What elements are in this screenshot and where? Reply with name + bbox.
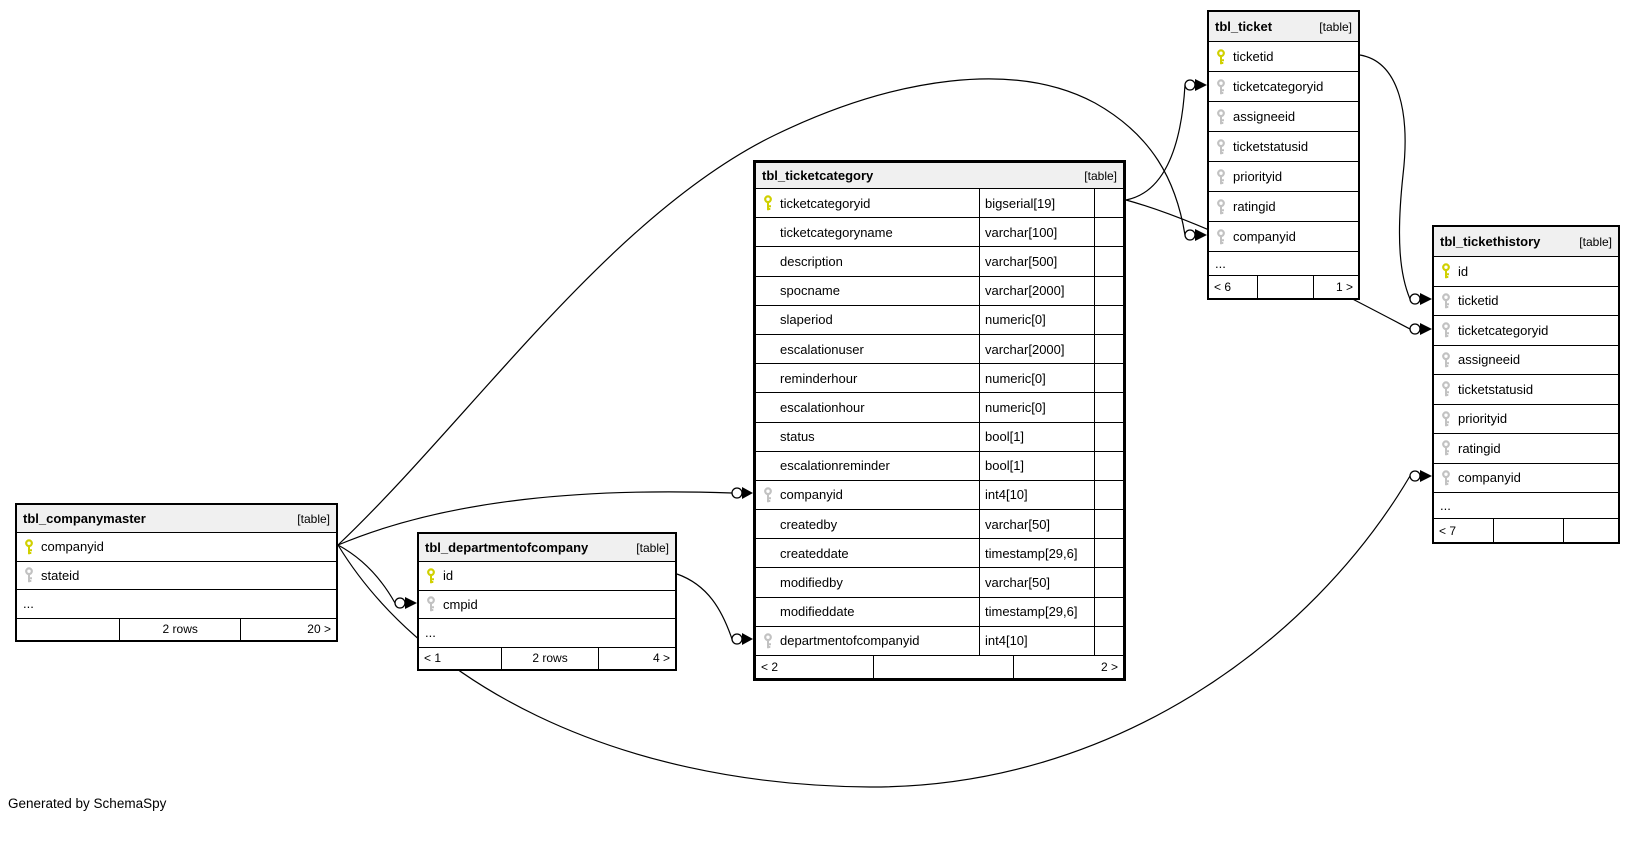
column-type: bigserial[19] (979, 189, 1094, 217)
fk-connector-ticketcategory-companyid (732, 487, 753, 499)
table-tbl-tickethistory[interactable] (1432, 225, 1620, 544)
primary-key-icon (1215, 49, 1227, 65)
table-tbl-ticketcategory[interactable] (753, 160, 1126, 681)
column-type: int4[10] (979, 481, 1094, 509)
spare-cell (1094, 627, 1123, 655)
column-name: status (780, 429, 815, 445)
table-name: tbl_tickethistory (1440, 234, 1541, 249)
spare-cell (1094, 393, 1123, 421)
column-row (1434, 257, 1618, 287)
column-type: bool[1] (979, 423, 1094, 451)
table-name: tbl_departmentofcompany (425, 540, 589, 555)
column-row (1434, 287, 1618, 317)
footer-cell: < 2 (761, 660, 779, 674)
footer-row-count: 2 rows (119, 619, 240, 640)
foreign-key-icon (762, 633, 774, 649)
footer-cell: < 7 (1439, 523, 1457, 538)
column-row (1209, 102, 1358, 132)
column-row (756, 218, 1123, 247)
generator-note: Generated by SchemaSpy (8, 796, 167, 811)
column-type: timestamp[29,6] (979, 598, 1094, 626)
column-name: createdby (780, 516, 838, 532)
foreign-key-icon (1215, 199, 1227, 215)
column-row (756, 627, 1123, 656)
spare-cell (1094, 189, 1123, 217)
column-row (1209, 42, 1358, 72)
primary-key-icon (762, 195, 774, 211)
table-footer (1434, 519, 1618, 542)
column-row (756, 539, 1123, 568)
relationship-line-departmentofcompany-to-ticketcategory-departmentofcompanyid (677, 574, 732, 639)
footer-cell (873, 656, 1012, 678)
column-row (756, 364, 1123, 393)
footer-cell: 1 > (1313, 276, 1358, 298)
footer-cell: 4 > (598, 648, 675, 669)
primary-key-icon (23, 539, 35, 555)
footer-cell (1257, 276, 1314, 298)
column-row (1209, 162, 1358, 192)
foreign-key-icon (1440, 470, 1452, 486)
fk-connector-ticket-ticketcategoryid (1185, 79, 1207, 91)
footer-cell (1493, 519, 1563, 542)
table-tbl-companymaster[interactable] (15, 503, 338, 642)
table-tbl-ticket[interactable] (1207, 10, 1360, 300)
fk-connector-tickethistory-companyid (1410, 470, 1432, 482)
column-row (756, 335, 1123, 364)
table-type-badge: [table] (297, 511, 330, 526)
column-row (756, 481, 1123, 510)
spare-cell (1094, 247, 1123, 275)
column-type: varchar[50] (979, 568, 1094, 596)
fk-connector-ticket-companyid (1185, 229, 1207, 241)
column-name: escalationuser (780, 341, 864, 357)
table-footer (756, 656, 1123, 678)
relationship-line-ticketcategory-to-ticket-ticketcategoryid (1126, 85, 1185, 200)
column-row (1209, 192, 1358, 222)
column-type: numeric[0] (979, 306, 1094, 334)
column-name: ticketid (1458, 293, 1499, 309)
foreign-key-icon (1440, 411, 1452, 427)
column-row (1434, 375, 1618, 405)
table-header[interactable] (756, 163, 1123, 189)
foreign-key-icon (425, 596, 437, 612)
column-row (756, 277, 1123, 306)
spare-cell (1094, 481, 1123, 509)
column-type: numeric[0] (979, 364, 1094, 392)
column-type: numeric[0] (979, 393, 1094, 421)
column-name: companyid (1458, 470, 1521, 486)
column-name: modifieddate (780, 604, 855, 620)
column-name: companyid (780, 487, 843, 503)
table-header[interactable] (419, 534, 675, 562)
footer-row-count: 2 rows (501, 648, 598, 669)
column-row (756, 189, 1123, 218)
column-type: varchar[2000] (979, 335, 1094, 363)
column-name: companyid (41, 539, 104, 555)
footer-cell (1563, 519, 1618, 542)
column-name: ticketid (1233, 49, 1274, 64)
column-name: escalationhour (780, 399, 865, 415)
column-row (756, 568, 1123, 597)
primary-key-icon (425, 568, 437, 584)
table-footer (1209, 276, 1358, 298)
foreign-key-icon (762, 487, 774, 503)
spare-cell (1094, 364, 1123, 392)
column-row (17, 533, 336, 562)
foreign-key-icon (1440, 293, 1452, 309)
spare-cell (1094, 335, 1123, 363)
column-name: assigneeid (1458, 352, 1521, 368)
fk-connector-tickethistory-ticketcategoryid (1410, 323, 1432, 335)
foreign-key-icon (1215, 169, 1227, 185)
column-row (1209, 72, 1358, 102)
column-name: priorityid (1458, 411, 1508, 427)
columns-ellipsis: ... (1209, 252, 1358, 276)
spare-cell (1094, 568, 1123, 596)
column-name: slaperiod (780, 312, 833, 328)
column-name: ticketcategoryid (1458, 322, 1549, 338)
relationship-line-companymaster-to-departmentofcompany-cmpid (338, 545, 395, 603)
foreign-key-icon (1440, 381, 1452, 397)
column-name: ticketcategoryname (780, 224, 893, 240)
column-name: priorityid (1233, 169, 1283, 184)
column-name: ticketcategoryid (780, 195, 871, 211)
column-name: description (780, 253, 843, 269)
columns-ellipsis: ... (419, 619, 675, 648)
column-name: ticketstatusid (1233, 139, 1309, 154)
footer-cell: < 6 (1214, 280, 1232, 294)
column-name: ticketstatusid (1458, 381, 1534, 397)
column-row (1434, 346, 1618, 376)
footer-cell (17, 619, 119, 640)
spare-cell (1094, 539, 1123, 567)
column-row (756, 423, 1123, 452)
column-row (1434, 434, 1618, 464)
primary-key-icon (1440, 263, 1452, 279)
column-type: int4[10] (979, 627, 1094, 655)
table-name: tbl_ticket (1215, 19, 1273, 34)
column-name: ratingid (1458, 440, 1501, 456)
column-name: assigneeid (1233, 109, 1296, 124)
column-row (17, 562, 336, 591)
spare-cell (1094, 510, 1123, 538)
column-type: timestamp[29,6] (979, 539, 1094, 567)
spare-cell (1094, 452, 1123, 480)
foreign-key-icon (1215, 139, 1227, 155)
foreign-key-icon (1215, 79, 1227, 95)
table-header[interactable] (1209, 12, 1358, 42)
spare-cell (1094, 598, 1123, 626)
spare-cell (1094, 218, 1123, 246)
table-name: tbl_ticketcategory (762, 168, 874, 183)
spare-cell (1094, 423, 1123, 451)
column-row (1209, 132, 1358, 162)
column-name: modifiedby (780, 575, 843, 591)
columns-ellipsis: ... (17, 590, 336, 619)
fk-connector-ticketcategory-departmentofcompanyid (732, 633, 753, 645)
column-row (419, 562, 675, 591)
foreign-key-icon (1215, 229, 1227, 245)
table-header[interactable] (1434, 227, 1618, 257)
table-footer (419, 648, 675, 669)
relationship-line-ticket-to-tickethistory-ticketid (1360, 55, 1410, 299)
columns-ellipsis: ... (1434, 493, 1618, 519)
footer-cell: 2 > (1013, 656, 1123, 678)
fk-connector-tickethistory-ticketid (1410, 293, 1432, 305)
column-name: companyid (1233, 229, 1296, 244)
table-header[interactable] (17, 505, 336, 533)
column-row (1209, 222, 1358, 252)
column-row (1434, 316, 1618, 346)
table-type-badge: [table] (1579, 234, 1612, 249)
column-row (756, 510, 1123, 539)
foreign-key-icon (1440, 440, 1452, 456)
footer-cell: 20 > (240, 619, 336, 640)
column-name: spocname (780, 283, 840, 299)
column-name: ratingid (1233, 199, 1276, 214)
column-name: ticketcategoryid (1233, 79, 1324, 94)
column-name: stateid (41, 567, 80, 583)
spare-cell (1094, 306, 1123, 334)
column-row (756, 393, 1123, 422)
column-name: reminderhour (780, 370, 858, 386)
column-type: varchar[2000] (979, 277, 1094, 305)
column-name: id (1458, 263, 1469, 279)
column-type: varchar[100] (979, 218, 1094, 246)
table-name: tbl_companymaster (23, 511, 146, 526)
column-type: varchar[500] (979, 247, 1094, 275)
table-tbl-departmentofcompany[interactable] (417, 532, 677, 671)
foreign-key-icon (1215, 109, 1227, 125)
foreign-key-icon (1440, 352, 1452, 368)
spare-cell (1094, 277, 1123, 305)
footer-cell: < 1 (424, 651, 442, 665)
column-name: id (443, 568, 454, 584)
column-row (756, 306, 1123, 335)
column-row (756, 598, 1123, 627)
column-row (419, 591, 675, 620)
column-row (1434, 464, 1618, 494)
column-name: cmpid (443, 596, 478, 612)
column-name: departmentofcompanyid (780, 633, 920, 649)
column-row (756, 247, 1123, 276)
table-type-badge: [table] (1319, 19, 1352, 34)
column-type: varchar[50] (979, 510, 1094, 538)
column-row (1434, 405, 1618, 435)
table-footer (17, 619, 336, 640)
column-row (756, 452, 1123, 481)
column-name: escalationreminder (780, 458, 890, 474)
table-type-badge: [table] (636, 540, 669, 555)
table-type-badge: [table] (1084, 168, 1117, 183)
column-name: createddate (780, 545, 849, 561)
column-type: bool[1] (979, 452, 1094, 480)
foreign-key-icon (23, 567, 35, 583)
fk-connector-departmentofcompany-cmpid (395, 597, 417, 609)
foreign-key-icon (1440, 322, 1452, 338)
